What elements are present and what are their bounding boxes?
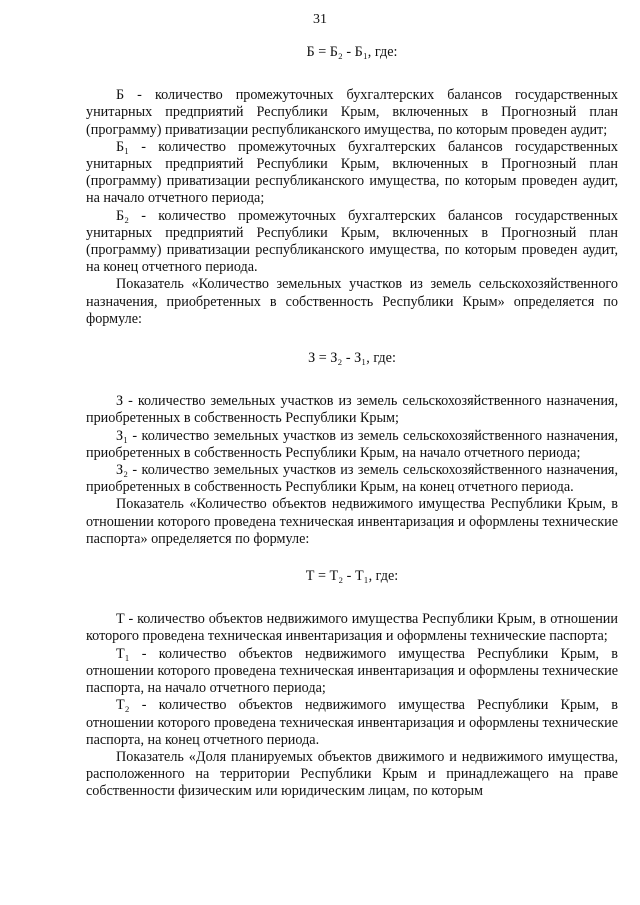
formula-b: Б = Б₂ - Б₁, где: (306, 44, 398, 60)
definition-t1: Т₁ - количество объектов недвижимого имущества Республики Крым, в отношении которого проведена техническая инвентаризация и оформлены технические паспорта, на начало отчетного периода; (86, 645, 618, 697)
indicator-real-estate-intro: Показатель «Количество объектов недвижимого имущества Республики Крым, в отношении которого проведена техническая инвентаризация и оформлены технические паспорта» определяется по формуле: (86, 496, 618, 547)
definition-b1: Б₁ - количество промежуточных бухгалтерских балансов государственных унитарных предприятий Республики Крым, включенных в Прогнозный план (программу) приватизации республиканского имущества, по которым проведен аудит, на начало отчетного периода; (86, 138, 618, 207)
definition-t2: Т₂ - количество объектов недвижимого имущества Республики Крым, в отношении которого проведена техническая инвентаризация и оформлены технические паспорта, на конец отчетного периода. (86, 697, 618, 748)
definition-z: З - количество земельных участков из земель сельскохозяйственного назначения, приобретенных в собственность Республики Крым; (86, 393, 618, 427)
definition-b: Б - количество промежуточных бухгалтерских балансов государственных унитарных предприятий Республики Крым, включенных в Прогнозный план (программу) приватизации республиканского имущества, по которым проведен аудит; (86, 87, 618, 138)
page-number: 31 (313, 12, 327, 27)
definition-z2: З₂ - количество земельных участков из земель сельскохозяйственного назначения, приобретенных в собственность Республики Крым, на конец отчетного периода. (86, 462, 618, 496)
formula-z: З = З₂ - З₁, где: (308, 350, 396, 367)
formula-t: Т = Т₂ - Т₁, где: (305, 568, 399, 585)
definition-z1: З₁ - количество земельных участков из земель сельскохозяйственного назначения, приобретенных в собственность Республики Крым, на начало отчетного периода; (86, 427, 618, 461)
definition-b2: Б₂ - количество промежуточных бухгалтерских балансов государственных унитарных предприятий Республики Крым, включенных в Прогнозный план (программу) приватизации республиканского имущества, по которым проведен аудит, на конец отчетного периода. (86, 207, 618, 276)
indicator-property-share-intro: Показатель «Доля планируемых объектов движимого и недвижимого имущества, расположенного на территории Республики Крым и принадлежащего на праве собственности физическим или юридическим лицам, по которым (86, 748, 618, 800)
definition-t: Т - количество объектов недвижимого имущества Республики Крым, в отношении которого проведена техническая инвентаризация и оформлены технические паспорта; (86, 611, 618, 645)
indicator-land-plots-intro: Показатель «Количество земельных участков из земель сельскохозяйственного назначения, приобретенных в собственность Республики Крым» определяется по формуле: (86, 276, 618, 327)
document-body (86, 36, 618, 801)
